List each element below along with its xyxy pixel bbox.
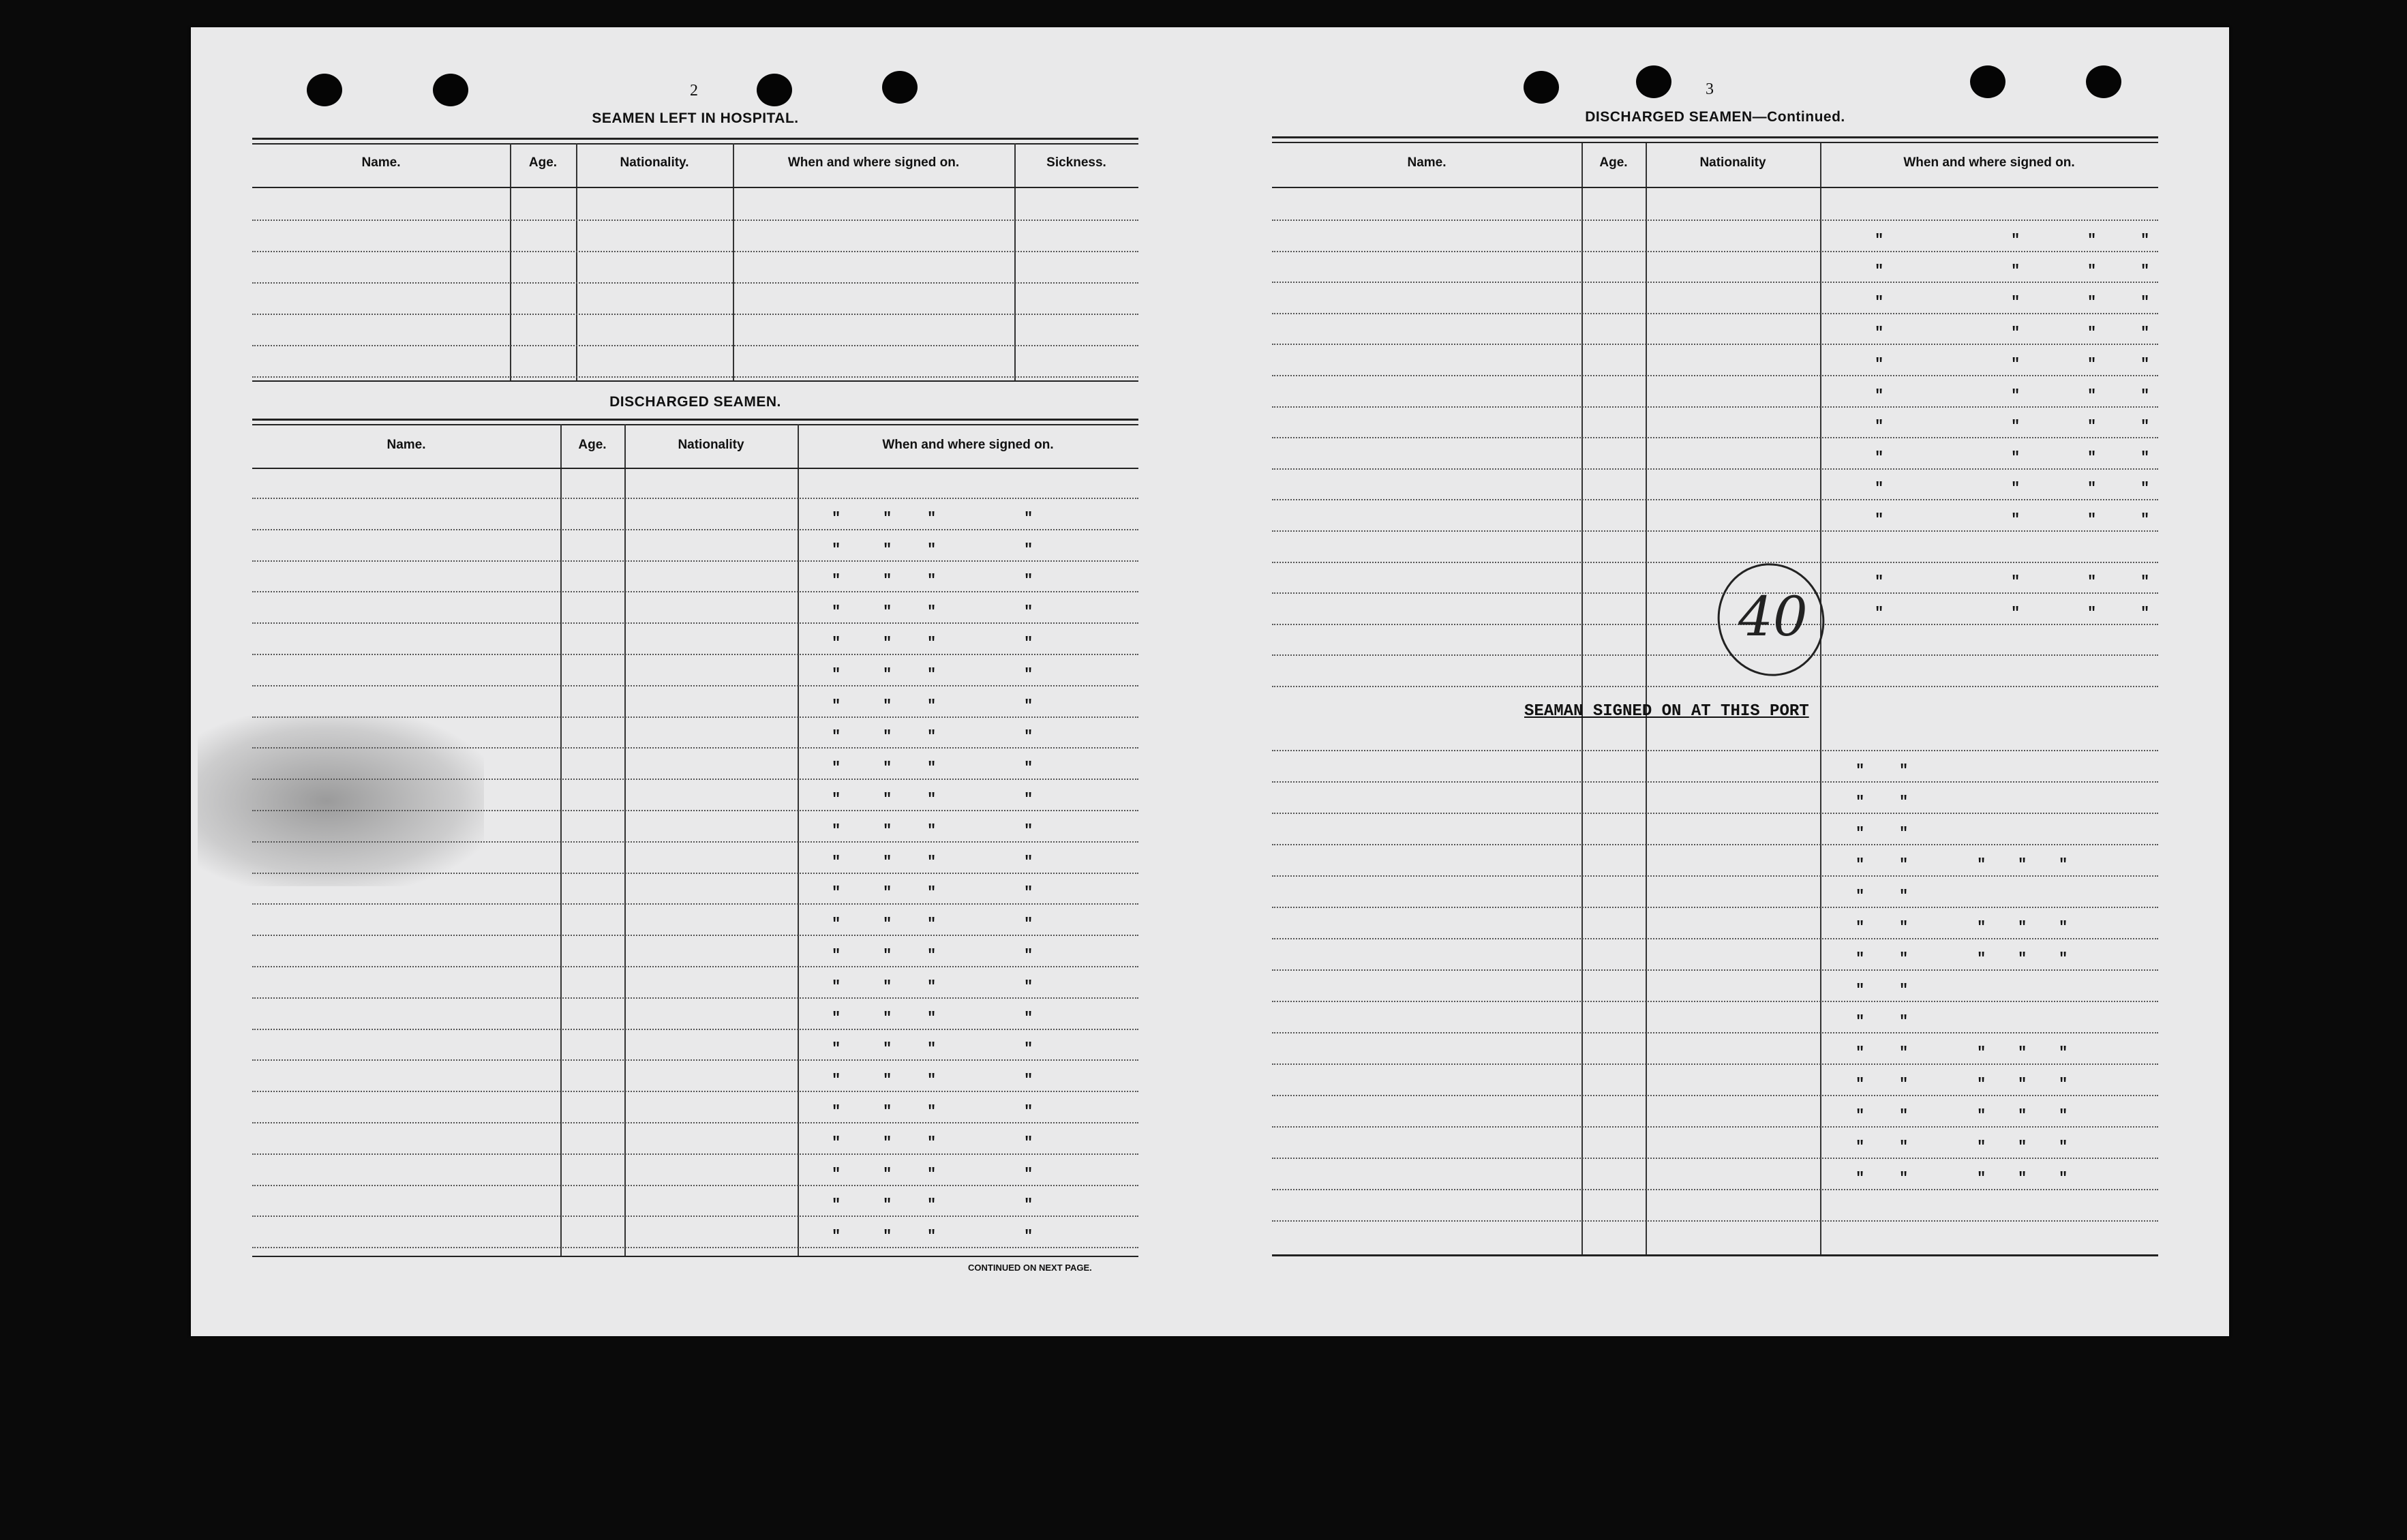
ditto-mark: " [2140, 605, 2150, 622]
ditto-mark: " [832, 1040, 841, 1057]
ditto-mark: " [927, 1103, 937, 1120]
ditto-mark: " [1875, 262, 1884, 280]
ditto-mark: " [883, 947, 892, 964]
ditto-mark: " [1977, 856, 1986, 873]
ditto-mark: " [883, 541, 892, 558]
ditto-mark: " [883, 1196, 892, 1213]
ditto-mark: " [1024, 1040, 1033, 1057]
table-row [1272, 1220, 2158, 1222]
column-header: When and where signed on. [1903, 155, 2075, 170]
ditto-mark: " [2059, 919, 2068, 936]
ditto-mark: " [832, 822, 841, 839]
table-row [1272, 875, 2158, 877]
ditto-mark: " [1024, 635, 1033, 652]
ditto-mark: " [1875, 605, 1884, 622]
column-header: Age. [578, 438, 607, 452]
ditto-mark: " [2087, 511, 2097, 528]
ditto-mark: " [2018, 950, 2027, 967]
ditto-mark: " [2018, 1138, 2027, 1156]
ditto-mark: " [2087, 356, 2097, 373]
ditto-mark: " [1024, 1228, 1033, 1245]
ditto-mark: " [1856, 1107, 1865, 1124]
ditto-mark: " [1024, 1103, 1033, 1120]
ditto-mark: " [1856, 856, 1865, 873]
table-row [1272, 907, 2158, 908]
ditto-mark: " [2140, 480, 2150, 497]
column-divider [1820, 143, 1821, 1256]
table-row [1272, 624, 2158, 625]
ditto-mark: " [832, 1228, 841, 1245]
ditto-mark: " [2018, 1044, 2027, 1061]
ditto-mark: " [2087, 387, 2097, 404]
ditto-mark: " [832, 1010, 841, 1027]
table-row [1272, 313, 2158, 314]
ditto-mark: " [2140, 573, 2150, 590]
table-row [1272, 344, 2158, 345]
ditto-mark: " [2011, 605, 2020, 622]
column-header: Sickness. [1046, 155, 1106, 170]
ditto-mark: " [832, 541, 841, 558]
ditto-mark: " [883, 1040, 892, 1057]
ditto-mark: " [832, 510, 841, 527]
table-row [1272, 530, 2158, 532]
ditto-mark: " [927, 1134, 937, 1151]
ditto-mark: " [883, 1166, 892, 1183]
ditto-mark: " [832, 1072, 841, 1089]
table-row [1272, 375, 2158, 376]
ditto-mark: " [883, 791, 892, 808]
ditto-mark: " [927, 1228, 937, 1245]
ditto-mark: " [2087, 480, 2097, 497]
ditto-mark: " [2059, 1170, 2068, 1187]
ditto-mark: " [1899, 982, 1909, 999]
ditto-mark: " [883, 822, 892, 839]
ditto-mark: " [2059, 1107, 2068, 1124]
ditto-mark: " [883, 572, 892, 589]
ditto-mark: " [2140, 387, 2150, 404]
ditto-mark: " [1024, 791, 1033, 808]
ditto-mark: " [2018, 1170, 2027, 1187]
ditto-mark: " [832, 1166, 841, 1183]
ditto-mark: " [1024, 572, 1033, 589]
ditto-mark: " [1024, 1196, 1033, 1213]
ditto-mark: " [2059, 950, 2068, 967]
ditto-mark: " [2011, 262, 2020, 280]
ditto-mark: " [927, 916, 937, 933]
ditto-mark: " [1875, 324, 1884, 342]
ditto-mark: " [2140, 232, 2150, 249]
ditto-mark: " [883, 884, 892, 901]
ditto-mark: " [1899, 1044, 1909, 1061]
ditto-mark: " [832, 916, 841, 933]
ditto-mark: " [883, 697, 892, 714]
ditto-mark: " [2018, 1107, 2027, 1124]
ditto-mark: " [1856, 1076, 1865, 1093]
ditto-mark: " [832, 947, 841, 964]
ditto-mark: " [2087, 418, 2097, 435]
ditto-mark: " [1024, 759, 1033, 776]
page-number: 3 [1706, 80, 1714, 98]
ditto-mark: " [1856, 825, 1865, 842]
discharged-section-title: DISCHARGED SEAMEN. [609, 394, 781, 410]
ditto-mark: " [2087, 232, 2097, 249]
ditto-mark: " [1899, 1138, 1909, 1156]
ditto-mark: " [832, 666, 841, 683]
ditto-mark: " [2011, 511, 2020, 528]
ditto-mark: " [1024, 541, 1033, 558]
table-row [1272, 468, 2158, 470]
ditto-mark: " [2011, 356, 2020, 373]
ditto-mark: " [1024, 1166, 1033, 1183]
column-divider [1646, 143, 1647, 1256]
ditto-mark: " [832, 759, 841, 776]
table-row [1272, 781, 2158, 783]
ditto-mark: " [1977, 950, 1986, 967]
ditto-mark: " [1977, 1170, 1986, 1187]
ditto-mark: " [1977, 1138, 1986, 1156]
ditto-mark: " [1977, 1107, 1986, 1124]
table-row [1272, 406, 2158, 408]
table-row [1272, 1126, 2158, 1128]
ditto-mark: " [2018, 856, 2027, 873]
ditto-mark: " [883, 603, 892, 620]
ditto-mark: " [1899, 1013, 1909, 1030]
continued-note: CONTINUED ON NEXT PAGE. [968, 1263, 1092, 1273]
ditto-mark: " [2059, 1076, 2068, 1093]
ditto-mark: " [832, 697, 841, 714]
ditto-mark: " [1856, 794, 1865, 811]
ditto-mark: " [1899, 1076, 1909, 1093]
ditto-mark: " [1024, 1010, 1033, 1027]
ditto-mark: " [927, 728, 937, 745]
ditto-mark: " [1024, 947, 1033, 964]
header-rule [1272, 187, 2158, 188]
ditto-mark: " [1024, 510, 1033, 527]
column-header: When and where signed on. [882, 438, 1054, 452]
ditto-mark: " [2087, 573, 2097, 590]
ditto-mark: " [1024, 603, 1033, 620]
column-divider [1581, 143, 1583, 1256]
table-row [1272, 499, 2158, 500]
table-row [1272, 220, 2158, 221]
ditto-mark: " [1856, 1013, 1865, 1030]
ditto-mark: " [1899, 825, 1909, 842]
column-header: Nationality [1699, 155, 1766, 170]
ditto-mark: " [883, 759, 892, 776]
ditto-mark: " [2140, 356, 2150, 373]
ditto-mark: " [883, 1072, 892, 1089]
table-row [1272, 1063, 2158, 1065]
ditto-mark: " [1856, 982, 1865, 999]
ditto-mark: " [2140, 418, 2150, 435]
ditto-mark: " [1856, 919, 1865, 936]
ditto-mark: " [1977, 919, 1986, 936]
table-row [1272, 1189, 2158, 1190]
ditto-mark: " [1024, 854, 1033, 871]
ditto-mark: " [927, 635, 937, 652]
ditto-mark: " [1899, 919, 1909, 936]
column-header: Name. [387, 438, 426, 452]
table-bottom-rule [1272, 1254, 2158, 1256]
ditto-mark: " [1856, 888, 1865, 905]
ditto-mark: " [1899, 794, 1909, 811]
ditto-mark: " [1899, 888, 1909, 905]
ditto-mark: " [2140, 449, 2150, 466]
table-row [1272, 813, 2158, 814]
ditto-mark: " [927, 854, 937, 871]
ditto-mark: " [2059, 1138, 2068, 1156]
ditto-mark: " [2087, 294, 2097, 311]
ditto-mark: " [2011, 418, 2020, 435]
ditto-mark: " [1024, 884, 1033, 901]
signed-on-section-title: SEAMAN SIGNED ON AT THIS PORT [1524, 702, 1809, 721]
table-row [1272, 686, 2158, 687]
ditto-mark: " [1024, 978, 1033, 995]
table-row [1272, 1032, 2158, 1033]
column-header: Age. [1599, 155, 1628, 170]
ditto-mark: " [927, 572, 937, 589]
table-row [1272, 969, 2158, 971]
ditto-mark: " [1977, 1044, 1986, 1061]
ditto-mark: " [832, 854, 841, 871]
table-row [1272, 654, 2158, 656]
ditto-mark: " [1899, 950, 1909, 967]
ditto-mark: " [1875, 573, 1884, 590]
ditto-mark: " [883, 1228, 892, 1245]
ditto-mark: " [832, 603, 841, 620]
ditto-mark: " [832, 978, 841, 995]
table-row [1272, 750, 2158, 751]
table-row [1272, 938, 2158, 939]
ditto-mark: " [2087, 324, 2097, 342]
ditto-mark: " [1875, 480, 1884, 497]
table-row [1272, 437, 2158, 438]
ditto-mark: " [832, 728, 841, 745]
table-row [1272, 282, 2158, 283]
ditto-mark: " [883, 635, 892, 652]
ditto-mark: " [832, 1196, 841, 1213]
ditto-mark: " [1875, 356, 1884, 373]
ditto-mark: " [927, 978, 937, 995]
ditto-mark: " [2011, 449, 2020, 466]
ditto-mark: " [927, 884, 937, 901]
ditto-mark: " [2011, 387, 2020, 404]
ditto-mark: " [927, 697, 937, 714]
ditto-mark: " [1875, 418, 1884, 435]
ditto-mark: " [2140, 294, 2150, 311]
table-row [1272, 251, 2158, 252]
ditto-mark: " [883, 1134, 892, 1151]
ditto-mark: " [1024, 666, 1033, 683]
ditto-mark: " [832, 791, 841, 808]
ditto-mark: " [1024, 1134, 1033, 1151]
ditto-mark: " [2087, 449, 2097, 466]
ditto-mark: " [1856, 762, 1865, 779]
ditto-mark: " [927, 791, 937, 808]
column-header: Age. [528, 155, 558, 170]
column-header: When and where signed on. [787, 155, 960, 170]
ditto-mark: " [2087, 262, 2097, 280]
ditto-mark: " [927, 1040, 937, 1057]
ditto-mark: " [2011, 232, 2020, 249]
ditto-mark: " [1856, 1138, 1865, 1156]
ditto-mark: " [1024, 697, 1033, 714]
column-header: Name. [361, 155, 401, 170]
ditto-mark: " [1024, 916, 1033, 933]
ditto-mark: " [1899, 856, 1909, 873]
ditto-mark: " [927, 1166, 937, 1183]
ditto-mark: " [2011, 480, 2020, 497]
table-top-rule [1272, 136, 2158, 143]
ditto-mark: " [1899, 1107, 1909, 1124]
ditto-mark: " [927, 1196, 937, 1213]
ditto-mark: " [832, 1103, 841, 1120]
handwritten-number: 40 [1738, 585, 1808, 648]
table-row [1272, 592, 2158, 594]
ditto-mark: " [2140, 324, 2150, 342]
ditto-mark: " [883, 978, 892, 995]
table-row [1272, 844, 2158, 845]
ditto-mark: " [832, 1134, 841, 1151]
ditto-mark: " [1875, 294, 1884, 311]
ditto-mark: " [2011, 324, 2020, 342]
ditto-mark: " [927, 822, 937, 839]
ditto-mark: " [927, 759, 937, 776]
ditto-mark: " [1024, 822, 1033, 839]
ditto-mark: " [883, 854, 892, 871]
ditto-mark: " [1856, 1044, 1865, 1061]
ditto-mark: " [2011, 573, 2020, 590]
ditto-mark: " [2018, 1076, 2027, 1093]
column-header: Nationality [678, 438, 744, 452]
ditto-mark: " [2140, 262, 2150, 280]
ditto-mark: " [927, 1010, 937, 1027]
ditto-mark: " [883, 1103, 892, 1120]
ditto-mark: " [832, 572, 841, 589]
ditto-mark: " [927, 666, 937, 683]
column-header: Name. [1407, 155, 1447, 170]
ditto-mark: " [2087, 605, 2097, 622]
ditto-mark: " [883, 510, 892, 527]
ditto-mark: " [883, 666, 892, 683]
ditto-mark: " [1024, 1072, 1033, 1089]
page-number: 2 [690, 82, 698, 100]
table-row [1272, 1001, 2158, 1002]
ditto-mark: " [927, 541, 937, 558]
ditto-mark: " [927, 603, 937, 620]
ditto-mark: " [832, 884, 841, 901]
ditto-mark: " [927, 1072, 937, 1089]
ditto-mark: " [1899, 762, 1909, 779]
ditto-mark: " [883, 1010, 892, 1027]
ditto-mark: " [1875, 511, 1884, 528]
table-row [1272, 562, 2158, 563]
ditto-mark: " [1875, 232, 1884, 249]
ditto-mark: " [2140, 511, 2150, 528]
hospital-section-title: SEAMEN LEFT IN HOSPITAL. [592, 110, 799, 126]
ditto-mark: " [1977, 1076, 1986, 1093]
ditto-mark: " [883, 728, 892, 745]
ditto-mark: " [1899, 1170, 1909, 1187]
ditto-mark: " [1024, 728, 1033, 745]
ditto-mark: " [2018, 919, 2027, 936]
ditto-mark: " [1856, 1170, 1865, 1187]
page-title: DISCHARGED SEAMEN—Continued. [1585, 109, 1845, 125]
ditto-mark: " [2059, 1044, 2068, 1061]
ditto-mark: " [1856, 950, 1865, 967]
table-row [1272, 1095, 2158, 1096]
ditto-mark: " [1875, 449, 1884, 466]
ditto-mark: " [2011, 294, 2020, 311]
ditto-mark: " [1875, 387, 1884, 404]
table-row [1272, 1158, 2158, 1159]
ditto-mark: " [927, 510, 937, 527]
ditto-mark: " [2059, 856, 2068, 873]
ditto-mark: " [883, 916, 892, 933]
ditto-mark: " [927, 947, 937, 964]
ditto-mark: " [832, 635, 841, 652]
column-header: Nationality. [620, 155, 689, 170]
